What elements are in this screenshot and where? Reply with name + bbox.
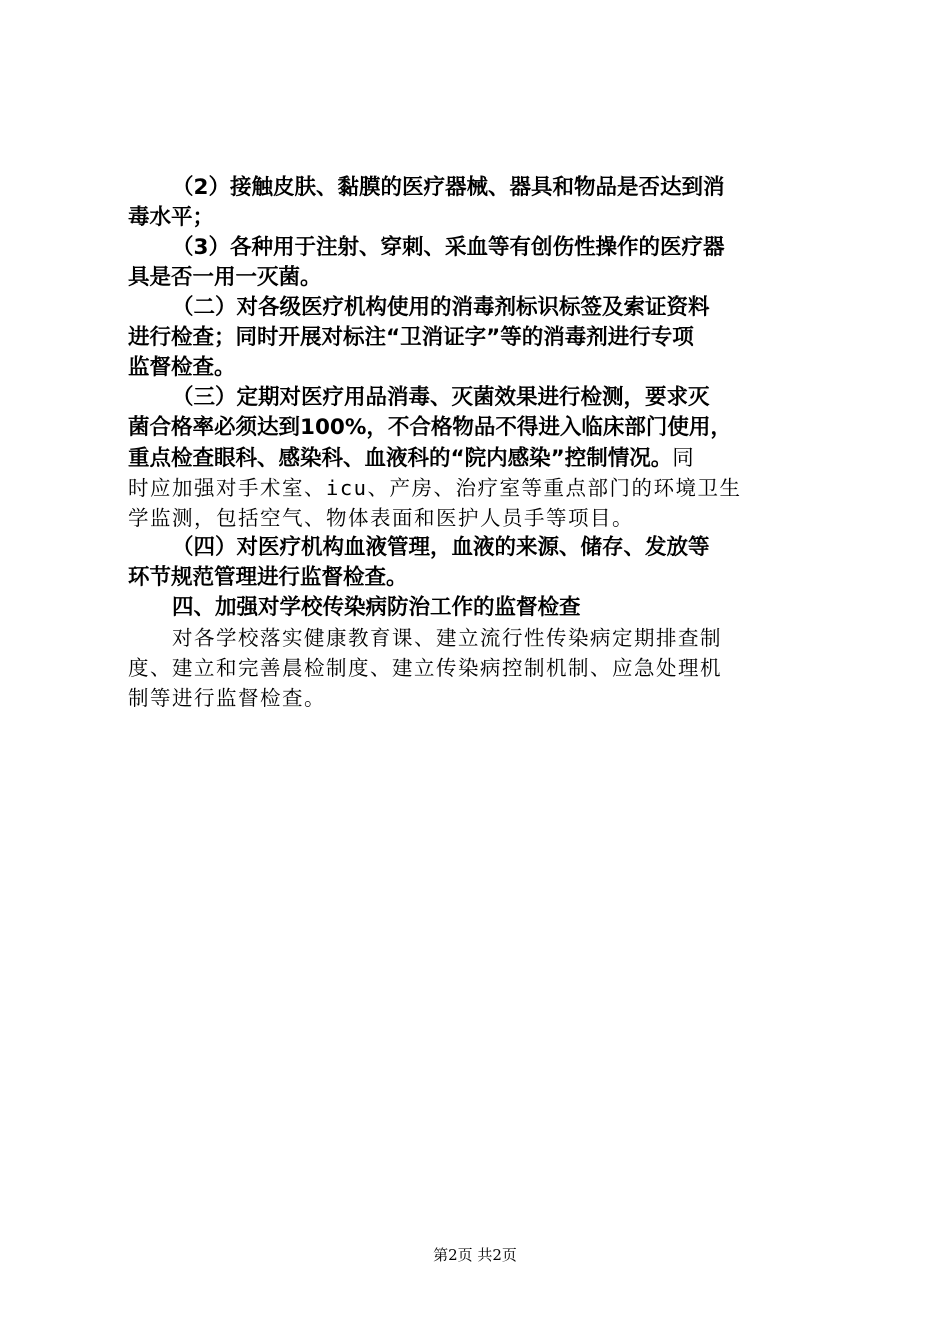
paragraph-line: （四）对医疗机构血液管理，血液的来源、储存、发放等 — [172, 535, 710, 560]
paragraph-line: 环节规范管理进行监督检查。 — [128, 565, 408, 590]
paragraph-line: 监督检查。 — [128, 355, 236, 380]
paragraph-line — [128, 443, 828, 473]
paragraph-line: 度、建立和完善晨检制度、建立传染病控制机制、应急处理机 — [128, 656, 722, 680]
line-segment-light: 同 — [672, 446, 695, 471]
paragraph-line: （三）定期对医疗用品消毒、灭菌效果进行检测，要求灭 — [172, 385, 710, 410]
document-body — [128, 173, 828, 713]
paragraph-line: 进行检查；同时开展对标注“卫消证字”等的消毒剂进行专项 — [128, 325, 694, 350]
paragraph-line: （3）各种用于注射、穿刺、采血等有创伤性操作的医疗器 — [172, 235, 725, 260]
paragraph-line: 对各学校落实健康教育课、建立流行性传染病定期排查制 — [172, 626, 722, 650]
paragraph-line: 毒水平； — [128, 205, 215, 230]
paragraph-line: （二）对各级医疗机构使用的消毒剂标识标签及索证资料 — [172, 295, 710, 320]
paragraph-line: 学监测，包括空气、物体表面和医护人员手等项目。 — [128, 506, 634, 530]
paragraph-line: 时应加强对手术室、icu、产房、治疗室等重点部门的环境卫生 — [128, 476, 742, 500]
page-footer: 第2页 共2页 — [433, 1246, 517, 1264]
paragraph-line: 制等进行监督检查。 — [128, 686, 326, 710]
paragraph-line: （2）接触皮肤、黏膜的医疗器械、器具和物品是否达到消 — [172, 175, 725, 200]
line-segment-bold: 重点检查眼科、感染科、血液科的“院内感染”控制情况。 — [128, 446, 673, 471]
paragraph-line: 菌合格率必须达到100%，不合格物品不得进入临床部门使用， — [128, 415, 732, 440]
section-heading: 四、加强对学校传染病防治工作的监督检查 — [172, 595, 581, 620]
paragraph-line: 具是否一用一灭菌。 — [128, 265, 322, 290]
